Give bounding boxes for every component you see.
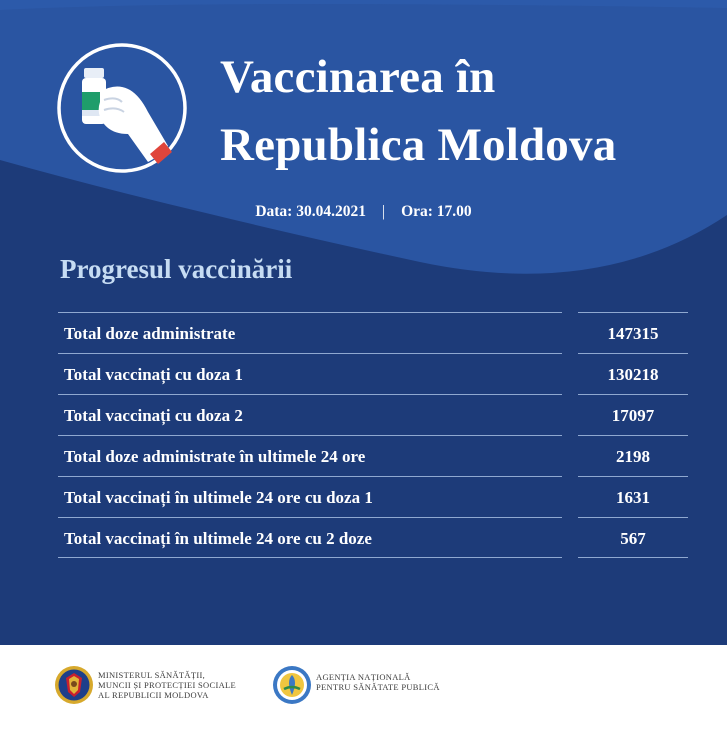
- stat-label: Total vaccinați în ultimele 24 ore cu 2 doze: [58, 517, 562, 558]
- stat-value: 567: [578, 517, 688, 558]
- time-label: Ora: 17.00: [401, 203, 472, 220]
- ministry-name: [98, 670, 236, 700]
- ansp-emblem-icon: [272, 665, 312, 705]
- stat-label: Total doze administrate: [58, 312, 562, 353]
- stat-label: Total vaccinați în ultimele 24 ore cu doza 1: [58, 476, 562, 517]
- stat-value: 2198: [578, 435, 688, 476]
- stat-label: Total vaccinați cu doza 2: [58, 394, 562, 435]
- date-time-row: [0, 203, 727, 221]
- agency-name-line-1: AGENȚIA NAȚIONALĂ: [316, 672, 411, 682]
- moldova-coat-of-arms-icon: [54, 665, 94, 705]
- stat-value: 130218: [578, 353, 688, 394]
- vaccination-stats-table: [58, 312, 688, 558]
- stat-value: 147315: [578, 312, 688, 353]
- date-time-separator: |: [381, 203, 386, 220]
- stat-label: Total vaccinați cu doza 1: [58, 353, 562, 394]
- table-row: [58, 517, 688, 558]
- ministry-name-line-2: MUNCII ȘI PROTECȚIEI SOCIALE: [98, 680, 237, 690]
- hand-holding-vaccine-vial-icon: [56, 42, 188, 174]
- footer: [0, 645, 727, 740]
- table-row: [58, 435, 688, 476]
- page-title-line-1: Vaccinarea în: [220, 51, 496, 103]
- stat-value: 1631: [578, 476, 688, 517]
- table-row: [58, 353, 688, 394]
- ministry-name-line-1: MINISTERUL SĂNĂTĂȚII,: [98, 670, 206, 680]
- table-row: [58, 394, 688, 435]
- date-label: Data: 30.04.2021: [255, 203, 366, 220]
- agency-name: [316, 672, 440, 692]
- table-row: [58, 312, 688, 353]
- stat-label: Total doze administrate în ultimele 24 ore: [58, 435, 562, 476]
- table-row: [58, 476, 688, 517]
- stat-value: 17097: [578, 394, 688, 435]
- agency-name-line-2: PENTRU SĂNĂTATE PUBLICĂ: [316, 682, 440, 692]
- ministry-name-line-3: AL REPUBLICII MOLDOVA: [98, 690, 209, 700]
- page-title-line-2: Republica Moldova: [220, 119, 617, 171]
- section-title: Progresul vaccinării: [60, 254, 293, 284]
